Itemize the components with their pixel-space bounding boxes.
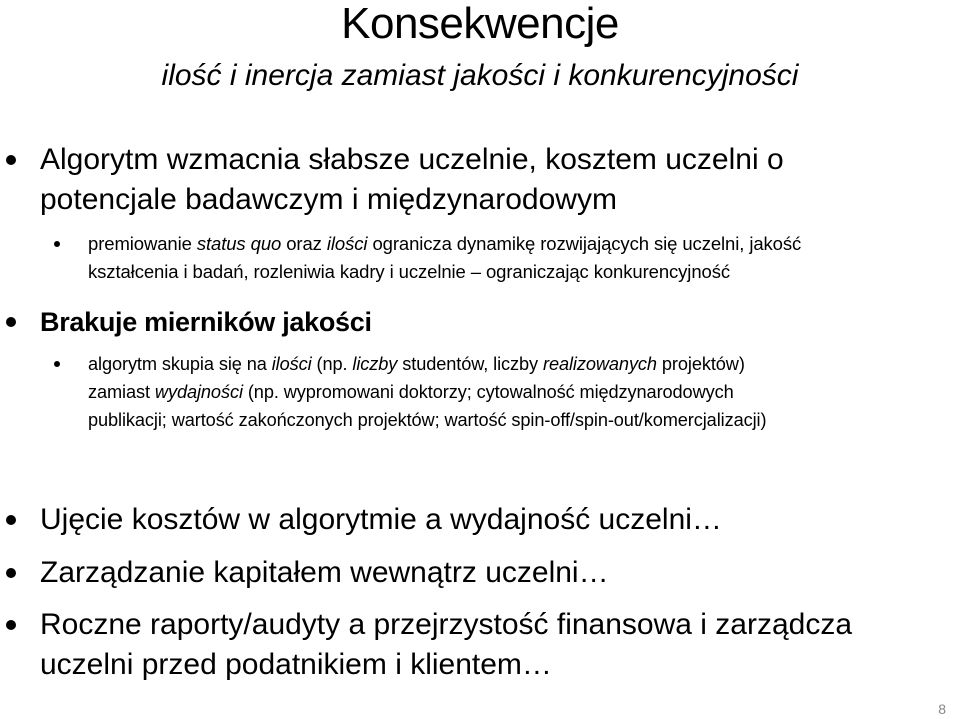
text-fragment: ogranicza dynamikę rozwijających się uczelni, jakość [367, 233, 802, 254]
slide-title: Konsekwencje [341, 0, 619, 48]
bullet-capital-management [40, 553, 940, 593]
subbullet-text-line-2 [88, 378, 948, 406]
text-fragment-italic: status quo [196, 233, 282, 254]
bullet-marker [6, 620, 16, 630]
bullet-text-line-1: Roczne raporty/audyty a przejrzystość finansowa i zarządcza [40, 608, 853, 641]
bullet-text: Brakuje mierników jakości [40, 307, 372, 337]
bullet-missing-quality-measures [40, 302, 940, 342]
bullet-marker [6, 515, 16, 525]
subbullet-status-quo [88, 230, 948, 286]
text-fragment: studentów, liczby [397, 354, 543, 374]
text-fragment: (np. [311, 354, 353, 374]
bullet-marker [6, 317, 16, 327]
text-fragment: projektów) [656, 354, 745, 374]
bullet-text: Zarządzanie kapitałem wewnątrz uczelni… [40, 556, 609, 589]
bullet-marker [6, 155, 16, 165]
subbullet-marker [54, 241, 60, 247]
bullet-text: Ujęcie kosztów w algorytmie a wydajność uczelni… [40, 503, 722, 536]
bullet-algorithm-strengthens-weaker [40, 140, 940, 220]
text-fragment: (np. wypromowani doktorzy; cytowalność międzynarodowych [242, 382, 734, 402]
text-fragment-italic: realizowanych [543, 354, 657, 374]
text-fragment-italic: liczby [352, 354, 398, 374]
bullet-marker [6, 568, 16, 578]
bullet-text-line-2: uczelni przed podatnikiem i klientem… [40, 648, 552, 681]
subbullet-algorithm-quantity [88, 350, 948, 434]
bullet-text-line-2: potencjale badawczym i międzynarodowym [40, 183, 617, 216]
text-fragment-italic: wydajności [154, 382, 243, 402]
text-fragment: zamiast [88, 382, 155, 402]
text-fragment-italic: ilości [271, 354, 312, 374]
bullet-cost-in-algorithm [40, 500, 940, 540]
slide-subtitle: ilość i inercja zamiast jakości i konkurencyjności [161, 59, 799, 92]
text-fragment-italic: ilości [326, 233, 368, 254]
subbullet-text-line-1 [88, 350, 948, 378]
subbullet-text-line-3: publikacji; wartość zakończonych projektów; wartość spin-off/spin-out/komercjalizacji) [88, 410, 767, 430]
page-number: 8 [938, 701, 946, 717]
text-fragment: algorytm skupia się na [88, 354, 272, 374]
subbullet-text-line-1 [88, 230, 948, 258]
bullet-text-line-1: Algorytm wzmacnia słabsze uczelnie, kosztem uczelni o [40, 143, 784, 176]
subbullet-text-line-2: kształcenia i badań, rozleniwia kadry i uczelnie – ograniczając konkurencyjność [88, 261, 730, 282]
subbullet-marker [54, 361, 60, 367]
bullet-annual-reports [40, 605, 940, 685]
text-fragment: premiowanie [88, 233, 197, 254]
text-fragment: oraz [281, 233, 327, 254]
